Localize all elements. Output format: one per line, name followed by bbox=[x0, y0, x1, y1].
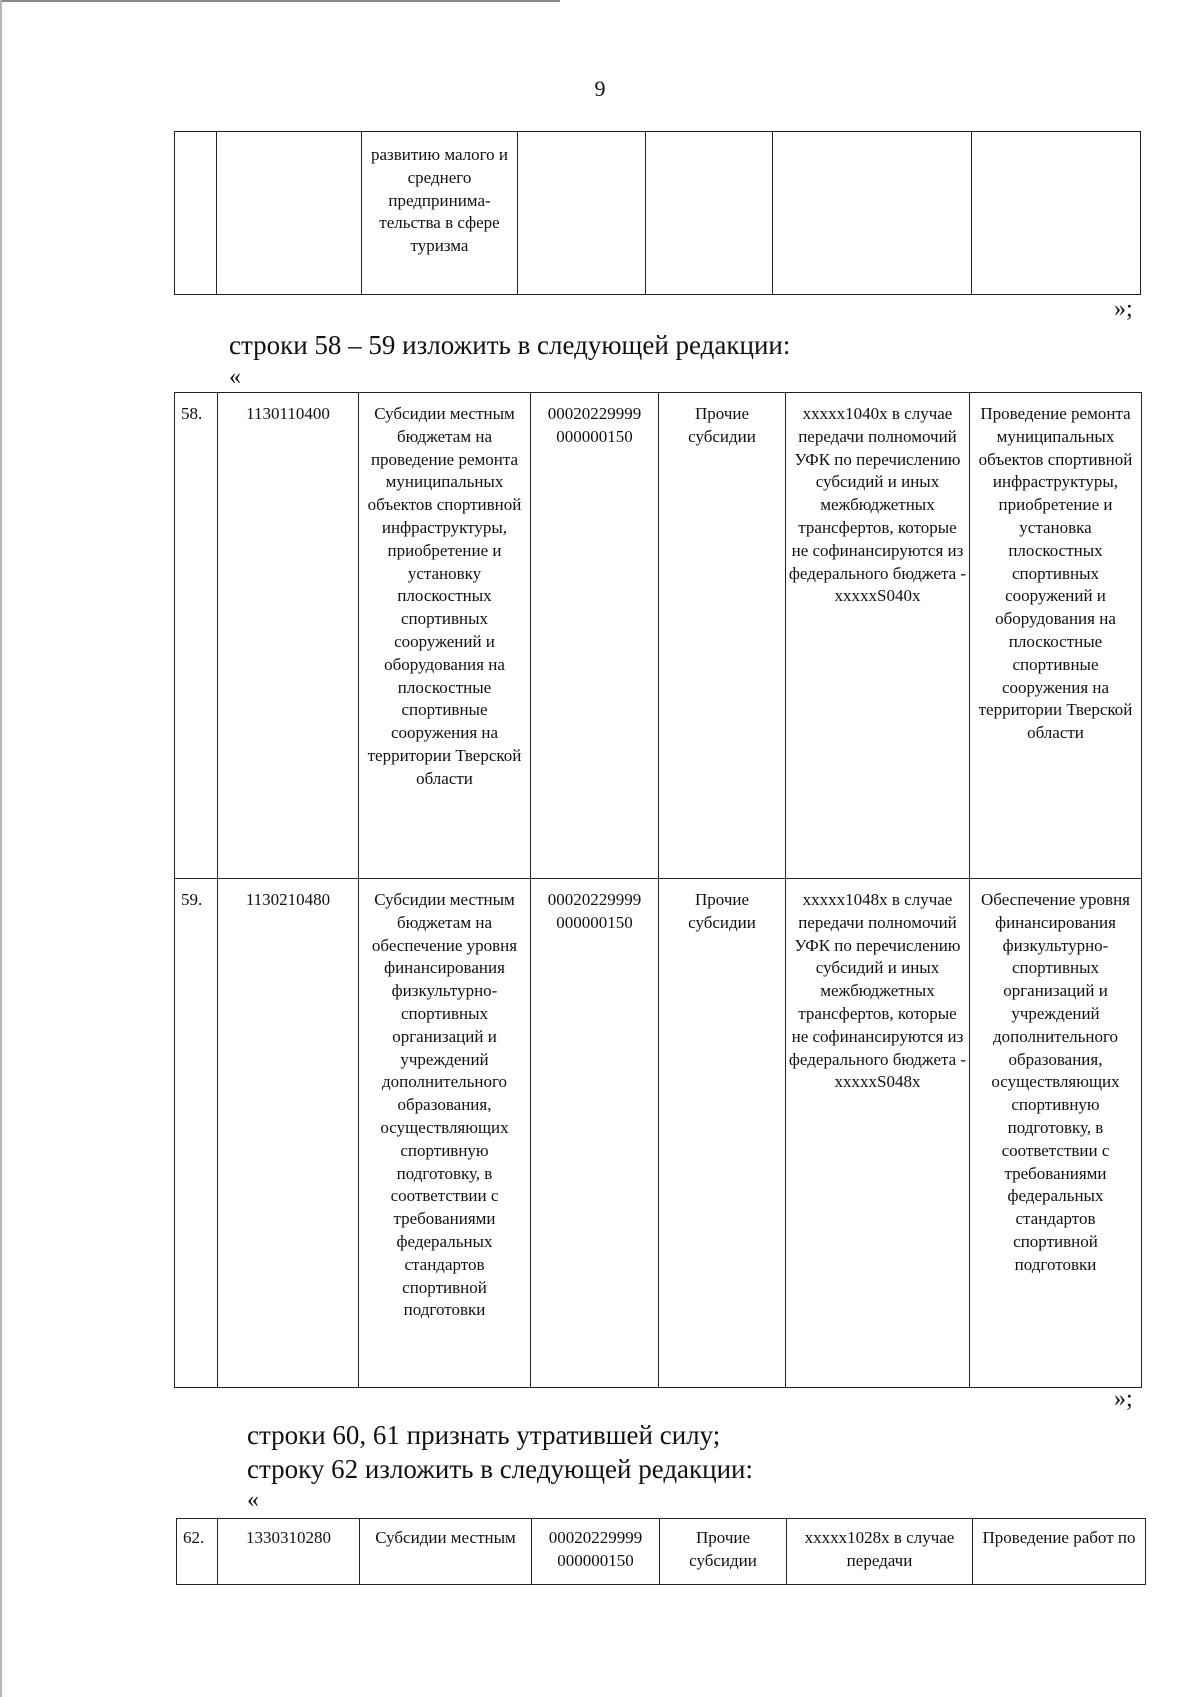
scan-top-edge bbox=[0, 0, 560, 2]
row-name: Субсидии местным бюджетам на проведение ремонта муниципальных объектов спортивной инфраструктуры, приобретение и установку плоскостных спортивных сооружений и оборудования на плоскостные спортивные сооружения на территории Тверской области bbox=[359, 393, 531, 879]
row-type: Прочие субсидии bbox=[659, 393, 786, 879]
instruction-row-62: строку 62 изложить в следующей редакции: bbox=[247, 1454, 754, 1484]
row-kbk: 00020229999 000000150 bbox=[532, 1519, 660, 1585]
row-target-code: xxxxx1040x в случае передачи полномочий УФК по перечислению субсидий и иных межбюджетных трансфертов, которые не софинансируются из федерального бюджета - xxxxxS040x bbox=[786, 393, 970, 879]
cell-kbk bbox=[518, 132, 646, 295]
row-code: 1130110400 bbox=[218, 393, 359, 879]
row-name: Субсидии местным bbox=[360, 1519, 532, 1585]
cell-type bbox=[646, 132, 773, 295]
row-purpose: Проведение ремонта муниципальных объектов спортивной инфраструктуры, приобретение и установка плоскостных спортивных сооружений и оборудования на плоскостные спортивные сооружения на территории Тверской области bbox=[970, 393, 1142, 879]
table-row-62 bbox=[176, 1518, 1146, 1585]
table-rows-58-59 bbox=[174, 392, 1142, 1388]
instruction-rows-58-59: строки 58 – 59 изложить в следующей редакции: bbox=[229, 330, 791, 360]
row-number: 62. bbox=[177, 1519, 218, 1585]
instruction-rows-60-61: строки 60, 61 признать утратившей силу; bbox=[247, 1420, 721, 1450]
cell-purpose bbox=[972, 132, 1141, 295]
opening-quote: « bbox=[229, 364, 241, 390]
closing-quote: »; bbox=[1114, 296, 1133, 322]
opening-quote: « bbox=[247, 1487, 259, 1513]
closing-quote: »; bbox=[1114, 1386, 1133, 1412]
cell-num bbox=[175, 132, 217, 295]
row-type: Прочие субсидии bbox=[660, 1519, 787, 1585]
page-number: 9 bbox=[594, 76, 606, 101]
row-target-code: xxxxx1048x в случае передачи полномочий УФК по перечислению субсидий и иных межбюджетных трансфертов, которые не софинансируются из федерального бюджета - xxxxxS048x bbox=[786, 879, 970, 1388]
table-row bbox=[175, 393, 1142, 879]
row-code: 1330310280 bbox=[218, 1519, 360, 1585]
scan-left-edge bbox=[0, 0, 2, 1697]
row-number: 58. bbox=[175, 393, 218, 879]
table-row bbox=[175, 879, 1142, 1388]
cell-code bbox=[217, 132, 362, 295]
table-row bbox=[177, 1519, 1146, 1585]
row-target-code: xxxxx1028x в случае передачи bbox=[787, 1519, 973, 1585]
table-row bbox=[175, 132, 1141, 295]
row-kbk: 00020229999 000000150 bbox=[531, 879, 659, 1388]
row-purpose: Проведение работ по bbox=[973, 1519, 1146, 1585]
row-type: Прочие субсидии bbox=[659, 879, 786, 1388]
row-kbk: 00020229999 000000150 bbox=[531, 393, 659, 879]
cell-target-code bbox=[773, 132, 972, 295]
row-purpose: Обеспечение уровня финансирования физкультурно-спортивных организаций и учреждений дополнительного образования, осуществляющих спортивную подготовку, в соответствии с требованиями федеральных стандартов спортивной подготовки bbox=[970, 879, 1142, 1388]
top-table bbox=[174, 131, 1141, 295]
row-name: Субсидии местным бюджетам на обеспечение уровня финансирования физкультурно-спортивных организаций и учреждений дополнительного образования, осуществляющих спортивную подготовку, в соответствии с требованиями федеральных стандартов спортивной подготовки bbox=[359, 879, 531, 1388]
cell-name: развитию малого и среднего предпринима-тельства в сфере туризма bbox=[362, 132, 518, 295]
row-number: 59. bbox=[175, 879, 218, 1388]
row-code: 1130210480 bbox=[218, 879, 359, 1388]
